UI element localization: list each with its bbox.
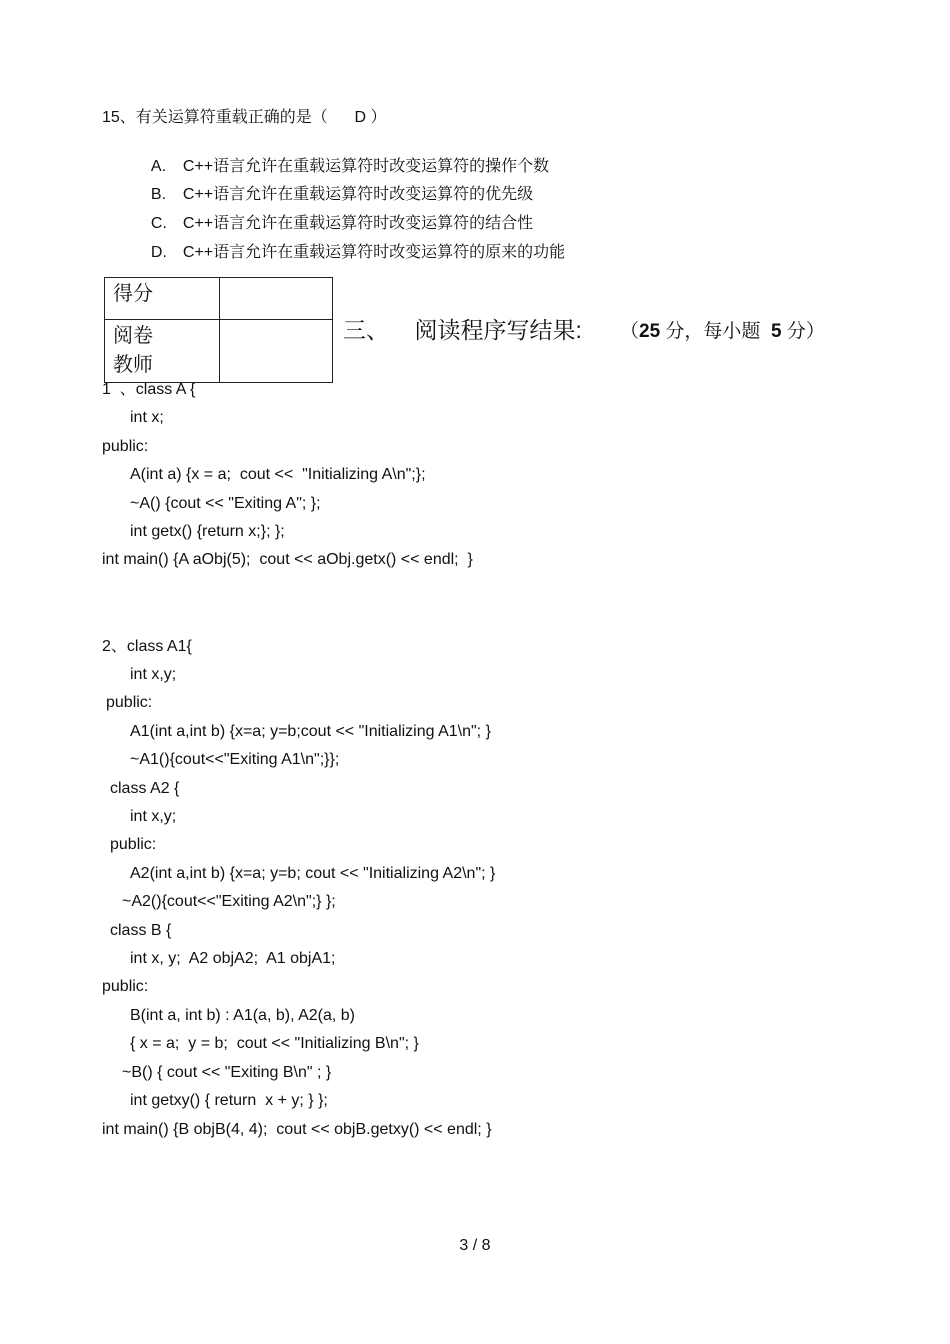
question-15-option-d: [142, 223, 565, 263]
grader-label: [105, 320, 220, 383]
score-label: 得分: [105, 278, 220, 320]
program-2-line: A1(int a,int b) {x=a; y=b;cout << "Initializing A1\n"; }: [130, 723, 491, 740]
program-2-line: public:: [106, 694, 153, 711]
program-1-line: int getx() {return x;}; };: [130, 523, 285, 540]
program-2-line: int x,y;: [130, 808, 177, 825]
program-2-line: public:: [110, 836, 157, 853]
program-1-line: ~A() {cout << "Exiting A"; };: [130, 495, 321, 512]
note-points: 25: [639, 321, 661, 342]
section-3-points-note: [620, 320, 825, 344]
grader-label-line2: 教师: [113, 354, 153, 376]
program-1-line: A(int a) {x = a; cout << "Initializing A\n";};: [130, 466, 426, 483]
program-2-line: 2、class A1{: [102, 638, 192, 655]
program-2-line: ~B() { cout << "Exiting B\n" ; }: [122, 1064, 332, 1081]
program-2-line: class A2 {: [110, 780, 180, 797]
program-2-line: ~A1(){cout<<"Exiting A1\n";}};: [130, 751, 340, 768]
program-1-line: int main() {A aObj(5); cout << aObj.getx() << endl; }: [102, 551, 473, 568]
option-text: C++语言允许在重载运算符时改变运算符的原来的功能: [182, 244, 566, 261]
option-letter: B.: [150, 186, 167, 203]
grader-row: [105, 320, 333, 383]
option-text: C++语言允许在重载运算符时改变运算符的操作个数: [182, 158, 550, 175]
note-mid: 分，每小题: [660, 321, 771, 342]
note-open: （: [620, 321, 640, 342]
program-2-line: public:: [102, 978, 149, 995]
option-letter: A.: [150, 158, 167, 175]
option-letter: C.: [150, 215, 167, 232]
option-letter: D.: [150, 244, 167, 261]
question-15-title: 15、有关运算符重载正确的是（ D ）: [102, 109, 387, 126]
program-2-line: int main() {B objB(4, 4); cout << objB.getxy() << endl; }: [102, 1121, 492, 1138]
note-each: 5: [771, 321, 782, 342]
program-2-line: { x = a; y = b; cout << "Initializing B\n"; }: [130, 1035, 419, 1052]
program-2-line: B(int a, int b) : A1(a, b), A2(a, b): [130, 1007, 355, 1024]
note-close: 分）: [781, 321, 825, 342]
program-2-line: class B {: [110, 922, 172, 939]
page-number: 3 / 8: [459, 1237, 491, 1254]
program-1-line: int x;: [130, 409, 164, 426]
score-table: [104, 277, 333, 383]
grader-cell[interactable]: [220, 320, 333, 383]
section-3-heading: 三、 阅读程序写结果:: [343, 317, 582, 343]
program-2-line: int getxy() { return x + y; } };: [130, 1092, 328, 1109]
option-text: C++语言允许在重载运算符时改变运算符的优先级: [182, 186, 534, 203]
option-text: C++语言允许在重载运算符时改变运算符的结合性: [182, 215, 534, 232]
program-2-line: int x,y;: [130, 666, 177, 683]
program-1-line: 1 、class A {: [102, 381, 196, 398]
program-2-line: A2(int a,int b) {x=a; y=b; cout << "Initializing A2\n"; }: [130, 865, 496, 882]
grader-label-line1: 阅卷: [113, 325, 153, 347]
score-row: [105, 278, 333, 320]
program-2-line: int x, y; A2 objA2; A1 objA1;: [130, 950, 336, 967]
score-cell[interactable]: [220, 278, 333, 320]
program-1-line: public:: [102, 438, 149, 455]
program-2-line: ~A2(){cout<<"Exiting A2\n";} };: [122, 893, 336, 910]
